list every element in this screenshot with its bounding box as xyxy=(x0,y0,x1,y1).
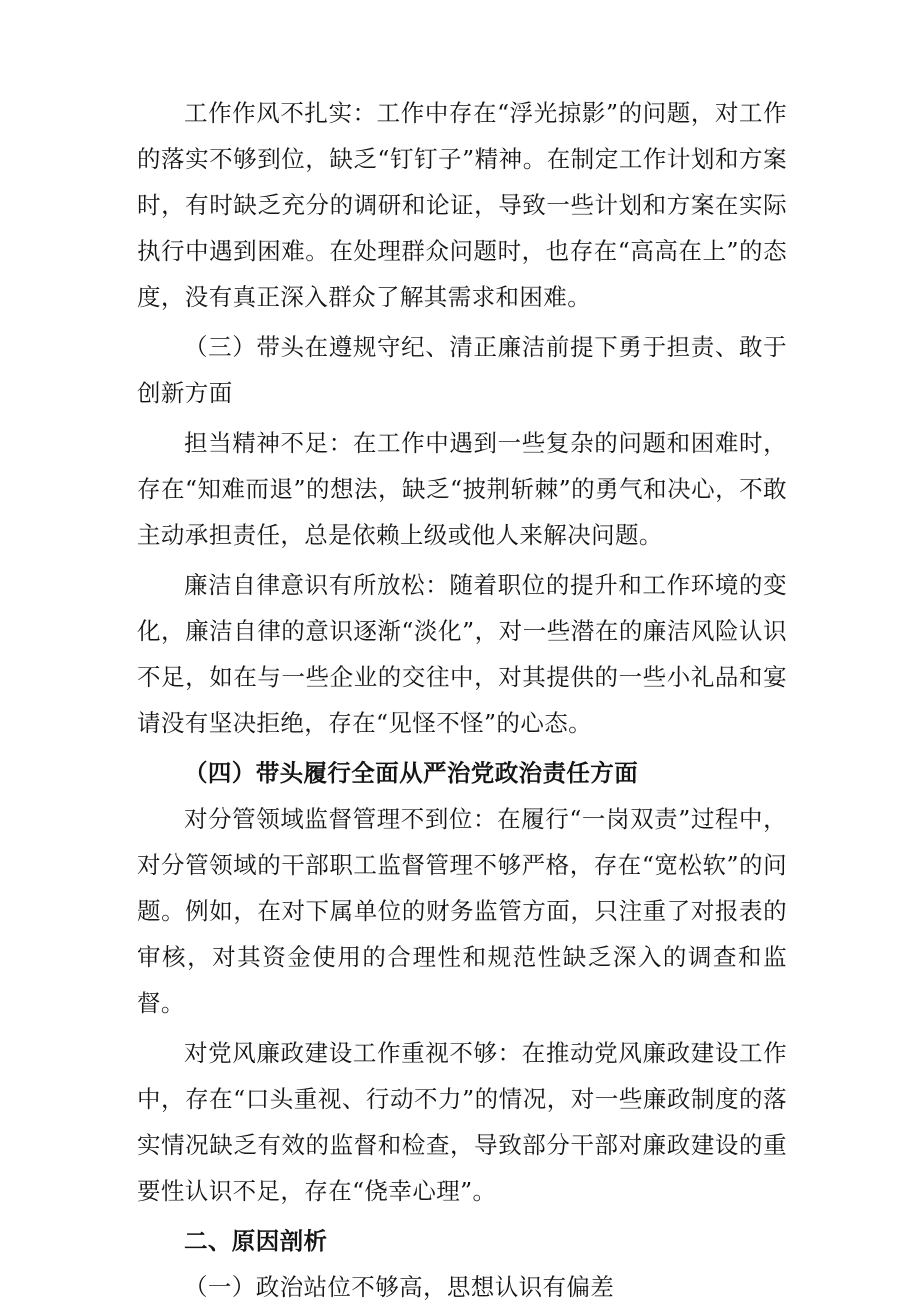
document-body xyxy=(137,90,787,1310)
paragraph-supervision: 对分管领域监督管理不到位：在履行“一岗双责”过程中，对分管领域的干部职工监督管理不够严格，存在“宽松软”的问题。例如，在对下属单位的财务监管方面，只注重了对报表的审核，对其资金使用的合理性和规范性缺乏深入的调查和监督。 xyxy=(137,805,787,1017)
paragraph-integrity: 廉洁自律意识有所放松：随着职位的提升和工作环境的变化，廉洁自律的意识逐渐“淡化”，对一些潜在的廉洁风险认识不足，如在与一些企业的交往中，对其提供的一些小礼品和宴请没有坚决拒绝，存在“见怪不怪”的心态。 xyxy=(137,571,787,737)
section-heading-four: （四）带头履行全面从严治党政治责任方面 xyxy=(184,759,639,787)
paragraph-responsibility: 担当精神不足：在工作中遇到一些复杂的问题和困难时，存在“知难而退”的想法，缺乏“披荆斩棘”的勇气和决心，不敢主动承担责任，总是依赖上级或他人来解决问题。 xyxy=(137,429,787,549)
paragraph-party-conduct: 对党风廉政建设工作重视不够：在推动党风廉政建设工作中，存在“口头重视、行动不力”的情况，对一些廉政制度的落实情况缺乏有效的监督和检查，导致部分干部对廉政建设的重要性认识不足，存在“侥幸心理”。 xyxy=(137,1039,787,1205)
subsection-heading-one: （一）政治站位不够高，思想认识有偏差 xyxy=(184,1273,615,1301)
section-heading-cause-analysis: 二、原因剖析 xyxy=(184,1227,328,1255)
paragraph-work-style: 工作作风不扎实：工作中存在“浮光掠影”的问题，对工作的落实不够到位，缺乏“钉钉子”精神。在制定工作计划和方案时，有时缺乏充分的调研和论证，导致一些计划和方案在实际执行中遇到困难。在处理群众问题时，也存在“高高在上”的态度，没有真正深入群众了解其需求和困难。 xyxy=(137,99,787,311)
section-heading-three: （三）带头在遵规守纪、清正廉洁前提下勇于担责、敢于创新方面 xyxy=(137,333,787,407)
